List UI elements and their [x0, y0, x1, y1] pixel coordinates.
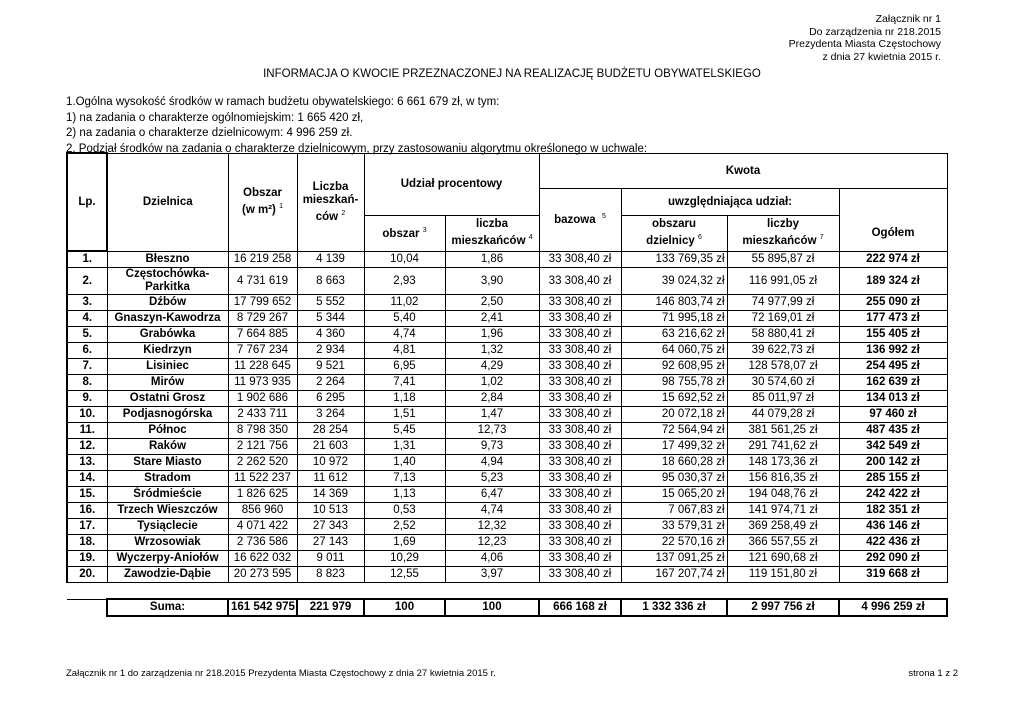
- sum-ogolem: 4 996 259 zł: [839, 599, 947, 616]
- row-pct-obszar: 2,93: [364, 268, 445, 295]
- table-row: [67, 455, 947, 471]
- row-pct-liczba: 5,23: [445, 471, 539, 487]
- row-liczba: 4 139: [297, 251, 364, 268]
- sum-pct-obszar: 100: [364, 599, 445, 616]
- row-dzielnica: Gnaszyn-Kawodrza: [107, 311, 228, 327]
- row-ogolem: 200 142 zł: [839, 455, 947, 471]
- table-row: [67, 268, 947, 295]
- row-obszar: 11 522 237: [228, 471, 297, 487]
- row-liczba: 2 934: [297, 343, 364, 359]
- sum-row: [67, 599, 947, 616]
- spacer-row: [67, 583, 947, 600]
- row-obszar: 2 736 586: [228, 535, 297, 551]
- row-k-obszar: 22 570,16 zł: [621, 535, 727, 551]
- row-pct-liczba: 3,90: [445, 268, 539, 295]
- row-k-obszar: 17 499,32 zł: [621, 439, 727, 455]
- header-udzial: Udział procentowy: [364, 153, 539, 215]
- row-obszar: 16 622 032: [228, 551, 297, 567]
- row-lp: 9.: [67, 391, 107, 407]
- row-k-obszar: 7 067,83 zł: [621, 503, 727, 519]
- row-pct-obszar: 11,02: [364, 295, 445, 311]
- row-dzielnica: Częstochówka-Parkitka: [107, 268, 228, 295]
- row-dzielnica: Błeszno: [107, 251, 228, 268]
- row-k-obszar: 39 024,32 zł: [621, 268, 727, 295]
- header-kwota: Kwota: [539, 153, 947, 188]
- row-obszar: 2 433 711: [228, 407, 297, 423]
- row-ogolem: 182 351 zł: [839, 503, 947, 519]
- row-k-obszar: 72 564,94 zł: [621, 423, 727, 439]
- header-uwzgl: uwzględniająca udział:: [621, 188, 839, 215]
- row-obszar: 1 826 625: [228, 487, 297, 503]
- row-pct-obszar: 7,41: [364, 375, 445, 391]
- row-bazowa: 33 308,40 zł: [539, 375, 621, 391]
- row-k-obszar: 71 995,18 zł: [621, 311, 727, 327]
- header-ogolem: Ogółem: [839, 215, 947, 251]
- row-pct-liczba: 12,23: [445, 535, 539, 551]
- row-ogolem: 136 992 zł: [839, 343, 947, 359]
- row-pct-liczba: 2,84: [445, 391, 539, 407]
- row-dzielnica: Północ: [107, 423, 228, 439]
- row-bazowa: 33 308,40 zł: [539, 359, 621, 375]
- row-k-liczba: 366 557,55 zł: [727, 535, 839, 551]
- row-liczba: 10 972: [297, 455, 364, 471]
- row-ogolem: 487 435 zł: [839, 423, 947, 439]
- row-bazowa: 33 308,40 zł: [539, 251, 621, 268]
- row-k-liczba: 39 622,73 zł: [727, 343, 839, 359]
- row-k-obszar: 95 030,37 zł: [621, 471, 727, 487]
- row-pct-liczba: 1,86: [445, 251, 539, 268]
- row-obszar: 11 228 645: [228, 359, 297, 375]
- page-title: INFORMACJA O KWOCIE PRZEZNACZONEJ NA REALIZACJĘ BUDŻETU OBYWATELSKIEGO: [263, 68, 761, 80]
- row-dzielnica: Stare Miasto: [107, 455, 228, 471]
- table-row: [67, 327, 947, 343]
- row-liczba: 2 264: [297, 375, 364, 391]
- row-pct-obszar: 4,74: [364, 327, 445, 343]
- row-pct-obszar: 1,69: [364, 535, 445, 551]
- row-ogolem: 242 422 zł: [839, 487, 947, 503]
- row-bazowa: 33 308,40 zł: [539, 268, 621, 295]
- row-pct-liczba: 9,73: [445, 439, 539, 455]
- sum-k-liczba: 2 997 756 zł: [727, 599, 839, 616]
- row-liczba: 5 552: [297, 295, 364, 311]
- table-body: [67, 251, 947, 583]
- row-lp: 7.: [67, 359, 107, 375]
- row-pct-liczba: 4,06: [445, 551, 539, 567]
- row-bazowa: 33 308,40 zł: [539, 391, 621, 407]
- row-bazowa: 33 308,40 zł: [539, 455, 621, 471]
- table-row: [67, 359, 947, 375]
- header-k-liczba: liczby mieszkańców $^7$: [727, 215, 839, 251]
- row-k-liczba: 72 169,01 zł: [727, 311, 839, 327]
- row-pct-obszar: 0,53: [364, 503, 445, 519]
- row-ogolem: 97 460 zł: [839, 407, 947, 423]
- row-ogolem: 177 473 zł: [839, 311, 947, 327]
- row-bazowa: 33 308,40 zł: [539, 519, 621, 535]
- sum-pct-liczba: 100: [445, 599, 539, 616]
- row-k-obszar: 33 579,31 zł: [621, 519, 727, 535]
- row-ogolem: 436 146 zł: [839, 519, 947, 535]
- table-row: [67, 375, 947, 391]
- budget-table: [66, 152, 948, 617]
- row-dzielnica: Grabówka: [107, 327, 228, 343]
- attachment-line: Załącznik nr 1: [875, 13, 941, 25]
- row-liczba: 10 513: [297, 503, 364, 519]
- sum-label: Suma:: [107, 599, 228, 616]
- row-pct-liczba: 2,50: [445, 295, 539, 311]
- row-k-liczba: 30 574,60 zł: [727, 375, 839, 391]
- row-lp: 10.: [67, 407, 107, 423]
- row-pct-obszar: 1,18: [364, 391, 445, 407]
- row-dzielnica: Mirów: [107, 375, 228, 391]
- row-ogolem: 285 155 zł: [839, 471, 947, 487]
- header-dzielnica: Dzielnica: [107, 153, 228, 251]
- row-pct-obszar: 5,45: [364, 423, 445, 439]
- header-obszar: Obszar (w m²) $^1$: [228, 153, 297, 251]
- table-row: [67, 551, 947, 567]
- row-k-obszar: 63 216,62 zł: [621, 327, 727, 343]
- row-k-liczba: 44 079,28 zł: [727, 407, 839, 423]
- row-k-obszar: 15 692,52 zł: [621, 391, 727, 407]
- row-k-obszar: 137 091,25 zł: [621, 551, 727, 567]
- row-dzielnica: Wrzosowiak: [107, 535, 228, 551]
- row-ogolem: 162 639 zł: [839, 375, 947, 391]
- row-pct-liczba: 1,32: [445, 343, 539, 359]
- row-liczba: 27 343: [297, 519, 364, 535]
- row-bazowa: 33 308,40 zł: [539, 503, 621, 519]
- row-ogolem: 155 405 zł: [839, 327, 947, 343]
- row-liczba: 14 369: [297, 487, 364, 503]
- row-k-liczba: 58 880,41 zł: [727, 327, 839, 343]
- row-liczba: 11 612: [297, 471, 364, 487]
- table-row: [67, 471, 947, 487]
- intro-text: [66, 95, 647, 157]
- row-liczba: 6 295: [297, 391, 364, 407]
- row-pct-liczba: 12,73: [445, 423, 539, 439]
- row-obszar: 4 731 619: [228, 268, 297, 295]
- row-ogolem: 222 974 zł: [839, 251, 947, 268]
- row-pct-liczba: 3,97: [445, 567, 539, 583]
- row-obszar: 2 121 756: [228, 439, 297, 455]
- row-dzielnica: Raków: [107, 439, 228, 455]
- row-lp: 4.: [67, 311, 107, 327]
- row-lp: 5.: [67, 327, 107, 343]
- sum-liczba: 221 979: [297, 599, 364, 616]
- row-dzielnica: Lisiniec: [107, 359, 228, 375]
- row-k-obszar: 146 803,74 zł: [621, 295, 727, 311]
- row-dzielnica: Tysiąclecie: [107, 519, 228, 535]
- header-bazowa: bazowa $^5$: [539, 188, 621, 251]
- page-number: strona 1 z 2: [908, 668, 958, 679]
- row-lp: 18.: [67, 535, 107, 551]
- row-lp: 16.: [67, 503, 107, 519]
- row-liczba: 5 344: [297, 311, 364, 327]
- intro-line: 2. Podział środków na zadania o charakterze dzielnicowym, przy zastosowaniu algorytmu określonego w uchwale:: [66, 142, 648, 155]
- row-lp: 2.: [67, 268, 107, 295]
- row-pct-liczba: 1,96: [445, 327, 539, 343]
- header-liczba: Liczba mieszkań- ców $^2$: [297, 153, 364, 251]
- row-obszar: 856 960: [228, 503, 297, 519]
- table-row: [67, 439, 947, 455]
- row-pct-obszar: 1,51: [364, 407, 445, 423]
- row-k-liczba: 55 895,87 zł: [727, 251, 839, 268]
- row-dzielnica: Ostatni Grosz: [107, 391, 228, 407]
- row-obszar: 20 273 595: [228, 567, 297, 583]
- row-lp: 20.: [67, 567, 107, 583]
- row-liczba: 9 011: [297, 551, 364, 567]
- row-ogolem: 254 495 zł: [839, 359, 947, 375]
- row-lp: 3.: [67, 295, 107, 311]
- row-lp: 1.: [67, 251, 107, 268]
- table-row: [67, 407, 947, 423]
- row-liczba: 8 663: [297, 268, 364, 295]
- table-row: [67, 519, 947, 535]
- intro-line: 1) na zadania o charakterze ogólnomiejskim: 1 665 420 zł,: [66, 111, 364, 124]
- table-row: [67, 567, 947, 583]
- row-lp: 11.: [67, 423, 107, 439]
- attachment-note: [789, 13, 941, 63]
- row-bazowa: 33 308,40 zł: [539, 551, 621, 567]
- row-k-obszar: 133 769,35 zł: [621, 251, 727, 268]
- row-obszar: 11 973 935: [228, 375, 297, 391]
- row-k-liczba: 85 011,97 zł: [727, 391, 839, 407]
- row-ogolem: 255 090 zł: [839, 295, 947, 311]
- row-bazowa: 33 308,40 zł: [539, 311, 621, 327]
- row-lp: 17.: [67, 519, 107, 535]
- row-pct-liczba: 2,41: [445, 311, 539, 327]
- row-pct-obszar: 10,04: [364, 251, 445, 268]
- row-pct-obszar: 4,81: [364, 343, 445, 359]
- row-pct-obszar: 7,13: [364, 471, 445, 487]
- row-pct-liczba: 1,47: [445, 407, 539, 423]
- row-lp: 6.: [67, 343, 107, 359]
- footer-text: Załącznik nr 1 do zarządzenia nr 218.2015 Prezydenta Miasta Częstochowy z dnia 27 kwietnia 2015 r.: [66, 668, 496, 679]
- row-dzielnica: Podjasnogórska: [107, 407, 228, 423]
- row-k-liczba: 291 741,62 zł: [727, 439, 839, 455]
- row-lp: 19.: [67, 551, 107, 567]
- row-pct-obszar: 1,13: [364, 487, 445, 503]
- row-lp: 12.: [67, 439, 107, 455]
- row-liczba: 3 264: [297, 407, 364, 423]
- table-row: [67, 391, 947, 407]
- row-ogolem: 319 668 zł: [839, 567, 947, 583]
- row-obszar: 8 798 350: [228, 423, 297, 439]
- row-ogolem: 189 324 zł: [839, 268, 947, 295]
- table-row: [67, 423, 947, 439]
- row-k-liczba: 156 816,35 zł: [727, 471, 839, 487]
- sum-bazowa: 666 168 zł: [539, 599, 621, 616]
- row-obszar: 2 262 520: [228, 455, 297, 471]
- row-pct-liczba: 6,47: [445, 487, 539, 503]
- attachment-line: Prezydenta Miasta Częstochowy: [788, 38, 941, 50]
- row-pct-obszar: 2,52: [364, 519, 445, 535]
- row-k-obszar: 18 660,28 zł: [621, 455, 727, 471]
- row-dzielnica: Kiedrzyn: [107, 343, 228, 359]
- row-bazowa: 33 308,40 zł: [539, 439, 621, 455]
- row-bazowa: 33 308,40 zł: [539, 327, 621, 343]
- row-lp: 13.: [67, 455, 107, 471]
- row-k-obszar: 15 065,20 zł: [621, 487, 727, 503]
- row-pct-obszar: 5,40: [364, 311, 445, 327]
- row-ogolem: 292 090 zł: [839, 551, 947, 567]
- row-k-liczba: 369 258,49 zł: [727, 519, 839, 535]
- row-liczba: 9 521: [297, 359, 364, 375]
- row-k-liczba: 194 048,76 zł: [727, 487, 839, 503]
- row-k-liczba: 381 561,25 zł: [727, 423, 839, 439]
- row-pct-obszar: 1,31: [364, 439, 445, 455]
- row-bazowa: 33 308,40 zł: [539, 407, 621, 423]
- row-dzielnica: Śródmieście: [107, 487, 228, 503]
- header-u-liczba: liczba mieszkańców $^4$: [445, 215, 539, 251]
- row-k-obszar: 167 207,74 zł: [621, 567, 727, 583]
- table-row: [67, 295, 947, 311]
- header-empty: [839, 188, 947, 215]
- row-pct-liczba: 1,02: [445, 375, 539, 391]
- row-k-liczba: 148 173,36 zł: [727, 455, 839, 471]
- row-k-obszar: 64 060,75 zł: [621, 343, 727, 359]
- row-obszar: 16 219 258: [228, 251, 297, 268]
- table-row: [67, 251, 947, 268]
- row-k-liczba: 128 578,07 zł: [727, 359, 839, 375]
- row-bazowa: 33 308,40 zł: [539, 471, 621, 487]
- header-k-obszar: obszaru dzielnicy $^6$: [621, 215, 727, 251]
- row-dzielnica: Trzech Wieszczów: [107, 503, 228, 519]
- row-k-obszar: 98 755,78 zł: [621, 375, 727, 391]
- intro-line: 2) na zadania o charakterze dzielnicowym: 4 996 259 zł.: [66, 127, 353, 139]
- row-lp: 15.: [67, 487, 107, 503]
- row-pct-liczba: 12,32: [445, 519, 539, 535]
- row-liczba: 21 603: [297, 439, 364, 455]
- table-row: [67, 311, 947, 327]
- header-lp: Lp.: [67, 153, 107, 251]
- row-bazowa: 33 308,40 zł: [539, 423, 621, 439]
- row-dzielnica: Zawodzie-Dąbie: [107, 567, 228, 583]
- sum-k-obszar: 1 332 336 zł: [621, 599, 727, 616]
- row-pct-liczba: 4,94: [445, 455, 539, 471]
- row-dzielnica: Wyczerpy-Aniołów: [107, 551, 228, 567]
- row-obszar: 8 729 267: [228, 311, 297, 327]
- row-k-liczba: 116 991,05 zł: [727, 268, 839, 295]
- row-lp: 14.: [67, 471, 107, 487]
- row-bazowa: 33 308,40 zł: [539, 343, 621, 359]
- sum-obszar: 161 542 975: [228, 599, 297, 616]
- header-u-obszar: obszar $^3$: [364, 215, 445, 251]
- row-bazowa: 33 308,40 zł: [539, 295, 621, 311]
- row-pct-obszar: 10,29: [364, 551, 445, 567]
- row-k-liczba: 141 974,71 zł: [727, 503, 839, 519]
- row-obszar: 1 902 686: [228, 391, 297, 407]
- row-ogolem: 134 013 zł: [839, 391, 947, 407]
- row-k-obszar: 92 608,95 zł: [621, 359, 727, 375]
- row-pct-liczba: 4,29: [445, 359, 539, 375]
- table-row: [67, 535, 947, 551]
- row-ogolem: 342 549 zł: [839, 439, 947, 455]
- row-k-liczba: 121 690,68 zł: [727, 551, 839, 567]
- row-pct-obszar: 6,95: [364, 359, 445, 375]
- row-liczba: 27 143: [297, 535, 364, 551]
- row-bazowa: 33 308,40 zł: [539, 567, 621, 583]
- row-liczba: 28 254: [297, 423, 364, 439]
- row-bazowa: 33 308,40 zł: [539, 487, 621, 503]
- row-liczba: 4 360: [297, 327, 364, 343]
- row-obszar: 7 767 234: [228, 343, 297, 359]
- row-k-liczba: 74 977,99 zł: [727, 295, 839, 311]
- row-lp: 8.: [67, 375, 107, 391]
- row-k-obszar: 20 072,18 zł: [621, 407, 727, 423]
- row-k-liczba: 119 151,80 zł: [727, 567, 839, 583]
- row-pct-obszar: 1,40: [364, 455, 445, 471]
- row-ogolem: 422 436 zł: [839, 535, 947, 551]
- intro-line: 1.Ogólna wysokość środków w ramach budżetu obywatelskiego: 6 661 679 zł, w tym:: [66, 96, 500, 108]
- row-pct-obszar: 12,55: [364, 567, 445, 583]
- row-liczba: 8 823: [297, 567, 364, 583]
- table-row: [67, 343, 947, 359]
- row-dzielnica: Dźbów: [107, 295, 228, 311]
- table-row: [67, 503, 947, 519]
- attachment-line: z dnia 27 kwietnia 2015 r.: [822, 50, 941, 63]
- row-pct-liczba: 4,74: [445, 503, 539, 519]
- attachment-line: Do zarządzenia nr 218.2015: [809, 25, 941, 38]
- row-obszar: 17 799 652: [228, 295, 297, 311]
- table-row: [67, 487, 947, 503]
- row-bazowa: 33 308,40 zł: [539, 535, 621, 551]
- row-obszar: 4 071 422: [228, 519, 297, 535]
- row-dzielnica: Stradom: [107, 471, 228, 487]
- row-obszar: 7 664 885: [228, 327, 297, 343]
